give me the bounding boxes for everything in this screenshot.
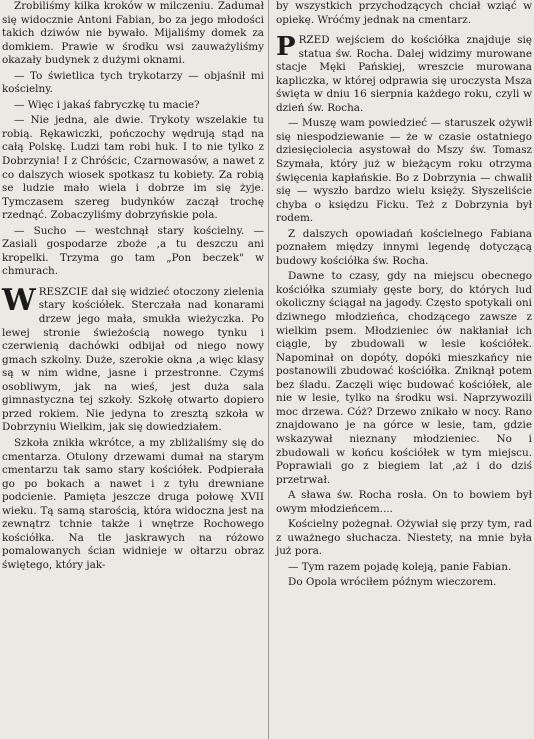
- paragraph: Do Opola wróciłem późnym wieczorem.: [288, 576, 497, 589]
- paragraph: — Nie jedna, ale dwie. Trykoty wszelakie tu robią. Rękawiczki, pończochy wędrują stąd na całą Polskę. Ludzi tam robi huk. I to nie tylko z Dobrzynia! I z Chróścic, Czarnowasów, a nawet z co dalszych wiosek spotkasz tu kobiety. Za robią se ludzie mało wiela i dobrze im się żyje. Tymczasem szereg budynków zaczął trochę rzednąć. Zobaczyliśmy dobrzyńskie pola.: [2, 114, 264, 222]
- paragraph-text: RZED wejściem do kościółka znajduje się statua św. Rocha. Dalej widzimy murowane stacje Męki Pańskiej, wreszcie murowana kapliczka, w której odprawia się uroczysta Msza święta w dniu 16 sierpnia każdego roku, czyli w dzień św. Rocha.: [276, 34, 532, 114]
- section-paragraph: [2, 282, 264, 435]
- section-paragraph: [276, 34, 532, 115]
- paragraph: — Sucho — westchnął stary kościelny. — Zasiali gospodarze zboże ,a tu deszczu ani kropelki. Trzyma go tam „Pon beczek" w chmurach.: [2, 224, 264, 278]
- paragraph: Z dalszych opowiadań kościelnego Fabiana poznałem między innymi legendę dotyczącą budowy kościółka św. Rocha.: [276, 227, 532, 267]
- paragraph: Zrobiliśmy kilka kroków w milczeniu. Zadumał się widocznie Antoni Fabian, bo za jego młodości takich dziwów nie bywało. Mijaliśmy domek za domkiem. Prawie w środku wsi zauważyliśmy okazały budynek z dużymi oknami.: [2, 0, 264, 67]
- paragraph: — Tym razem pojadę koleją, panie Fabian.: [288, 560, 512, 573]
- paragraph: by wszystkich przychodzących chciał wziąć w opiekę. Wróćmy jednak na cmentarz.: [276, 0, 532, 26]
- paragraph: Dawne to czasy, gdy na miejscu obecnego kościółka szumiały gęste bory, do których lud okoliczny ściągał na jagody. Często spotykali oni dziwnego młodzieńca, chodzącego zawsze z wielkim psem. Młodzieniec ów nakłaniał ich ciągle, by zbudowali w lesie kościółek. Napominał on dopóty, dopóki mieszkańcy nie postanowili zbudować kościółka. Zniknął potem bez śladu. Zaczęli więc budować kościółek, ale nie w lesie, tylko na środku wsi. Naprzywozili moc drzewa. Cóż? Drzewo znikało w nocy. Rano znajdowano je na górce w lesie, tam, gdzie wskazywał nieznany młodzieniec. No i zbudowali w końcu kościółek w tym miejscu. Poprawiali go z biegiem lat ,aż i do dziś przetrwał.: [276, 270, 532, 486]
- paragraph: — To świetlica tych trykotarzy — objaśnił mi kościelny.: [2, 69, 264, 96]
- drop-cap: P: [276, 32, 296, 63]
- column-divider: [268, 0, 269, 739]
- paragraph: A sława św. Rocha rosła. On to bowiem był owym młodzieńcem....: [276, 489, 532, 515]
- drop-cap: W: [2, 282, 36, 318]
- paragraph: Szkoła znikła wkrótce, a my zbliżaliśmy się do cmentarza. Otulony drzewami dumał na starym cmentarzu tak samo stary kościółek. Podpierała go po bokach a nawet i z tyłu drewniane podcienie. Pamięta jeszcze druga połowę XVII wieku. Tą samą starością, która widoczna jest na zewnątrz tchnie także i wnętrze Rochowego kościółka. Na tle jaskrawych na różowo pomalowanych ścian widnieje w ołtarzu obraz świętego, który jak-: [2, 436, 264, 571]
- left-column: [2, 0, 264, 574]
- paragraph: Kościelny pożegnał. Ożywiał się przy tym, rad z uważnego słuchacza. Niestety, na mnie była już pora.: [276, 518, 532, 558]
- right-column: [276, 0, 532, 592]
- paragraph: — Więc i jakaś fabryczkę tu macie?: [14, 98, 200, 111]
- paragraph: — Muszę wam powiedzieć — staruszek ożywił się niespodziewanie — że w czasie ostatniego dziesięciolecia asystował do Mszy św. Tomasz Szymała, który już w bieżącym roku otrzyma święcenia kapłańskie. Bo z Dobrzynia — chwalił się — wyszło bardzo wielu księży. Słyszeliście chyba o księdzu Ficku. Też z Dobrzynia był rodem.: [276, 117, 532, 225]
- paragraph-text: RESZCIE dał się widzieć otoczony zieleniа stary kościółek. Sterczała nad konarami drzew jego mała, smukła wieżyczka. Po lewej stronie świeżością nowego tynku i czerwienią dachówki odbijał od niego nowy gmach szkolny. Duże, szerokie okna ,a więc klasy są w nim widne, jasne i przestronne. Czymś osobliwym, jak na wieś, jest duża sala gimnastyczna tej szkoły. Szkołę otwarto dopiero przed rokiem. Nie jedyna to zresztą szkoła w Dobrzyniu Wielkim, jak się dowiedziałem.: [2, 285, 264, 434]
